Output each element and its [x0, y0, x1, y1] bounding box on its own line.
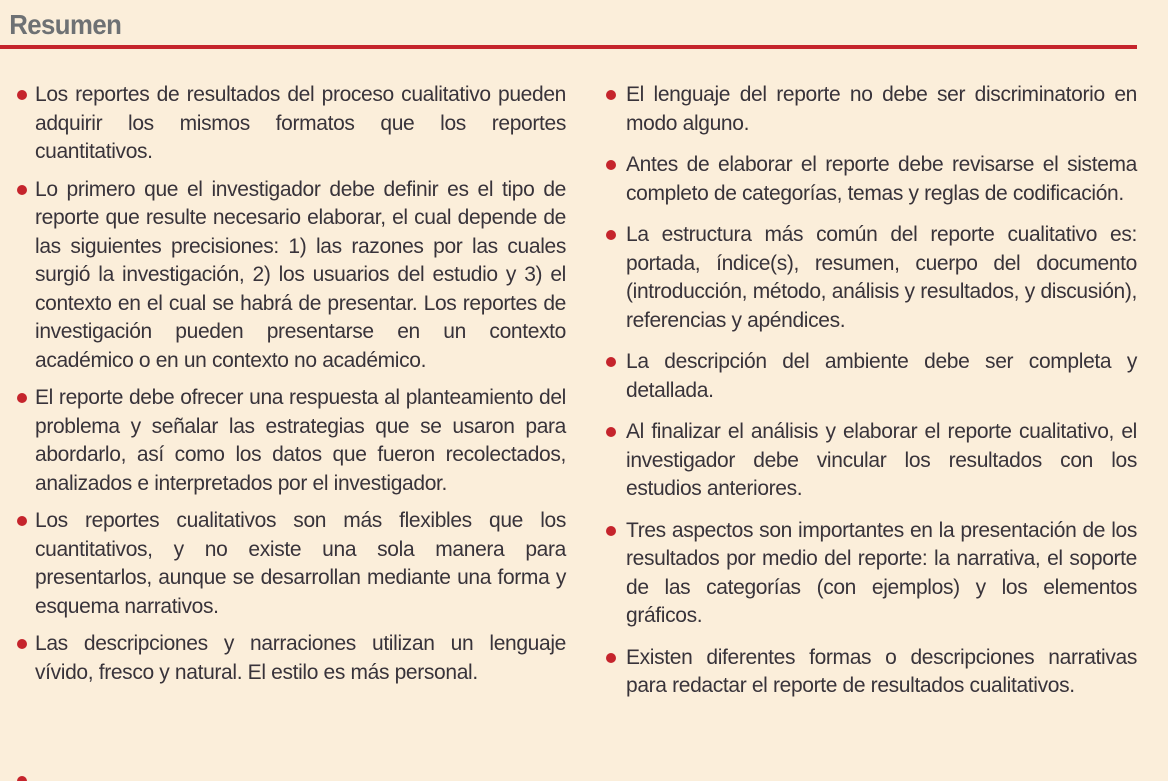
bullet-icon	[606, 230, 616, 240]
bullet-text: El lenguaje del reporte no debe ser discriminatorio en modo alguno.	[626, 83, 1137, 135]
bullet-text: Antes de elaborar el reporte debe revisarse el sistema completo de categorías, temas y reglas de codificación.	[626, 153, 1137, 205]
list-item	[606, 151, 1137, 208]
list-item	[17, 176, 566, 376]
list-item	[606, 348, 1137, 405]
bullet-icon	[606, 526, 616, 536]
bullet-icon	[17, 185, 27, 195]
list-item	[606, 644, 1137, 701]
bullet-icon	[606, 427, 616, 437]
bullet-text: Al finalizar el análisis y elaborar el reporte cualitativo, el investigador debe vincular los resultados con los estudios anteriores.	[626, 420, 1137, 500]
bullet-icon	[606, 357, 616, 367]
left-column	[17, 81, 566, 714]
bullet-text: Los reportes cualitativos son más flexibles que los cuantitativos, y no existe una sola manera para presentarlos, aunque se desarrollan mediante una forma y esquema narrativos.	[35, 509, 566, 618]
bullet-text: El reporte debe ofrecer una respuesta al planteamiento del problema y señalar las estrategias que se usaron para abordarlo, así como los datos que fueron recolectados, analizados e interpretados por el investigador.	[35, 386, 566, 495]
bullet-text: Lo primero que el investigador debe definir es el tipo de reporte que resulte necesario elaborar, el cual depende de las siguientes precisiones: 1) las razones por las cuales surgió la investigación, 2) los usuarios del estudio y 3) el contexto en el cual se habrá de presentar. Los reportes de investigación pueden presentarse en un contexto académico o en un contexto no académico.	[35, 177, 566, 372]
bullet-icon-cutoff	[17, 776, 27, 781]
summary-header	[0, 0, 1168, 49]
bullet-icon	[606, 160, 616, 170]
bullet-icon	[17, 393, 27, 403]
title-rule	[0, 45, 1137, 49]
right-column	[606, 81, 1137, 714]
list-item	[606, 517, 1137, 631]
bullet-text: La descripción del ambiente debe ser completa y detallada.	[626, 350, 1137, 402]
bullet-text: Las descripciones y narraciones utilizan un lenguaje vívido, fresco y natural. El estilo es más personal.	[35, 632, 566, 684]
bullet-icon	[606, 653, 616, 663]
bullet-text: Los reportes de resultados del proceso cualitativo pueden adquirir los mismos formatos que los reportes cuantitativos.	[35, 83, 566, 163]
bullet-icon	[17, 90, 27, 100]
list-item	[606, 418, 1137, 504]
bullet-icon	[17, 639, 27, 649]
list-item	[17, 507, 566, 621]
bullet-icon	[606, 90, 616, 100]
list-item	[606, 221, 1137, 335]
page-title: Resumen	[9, 9, 122, 40]
bullet-text: Existen diferentes formas o descripciones narrativas para redactar el reporte de resultados cualitativos.	[626, 645, 1137, 697]
list-item	[17, 81, 566, 167]
list-item	[17, 630, 566, 687]
bullet-text: Tres aspectos son importantes en la presentación de los resultados por medio del reporte: la narrativa, el soporte de las categorías (con ejemplos) y los elementos gráficos.	[626, 518, 1137, 627]
bullet-text: La estructura más común del reporte cualitativo es: portada, índice(s), resumen, cuerpo del documento (introducción, método, análisis y resultados, y discusión), referencias y apéndices.	[626, 223, 1137, 332]
list-item	[606, 81, 1137, 138]
list-item	[17, 384, 566, 498]
summary-columns	[0, 81, 1168, 714]
bullet-icon	[17, 516, 27, 526]
